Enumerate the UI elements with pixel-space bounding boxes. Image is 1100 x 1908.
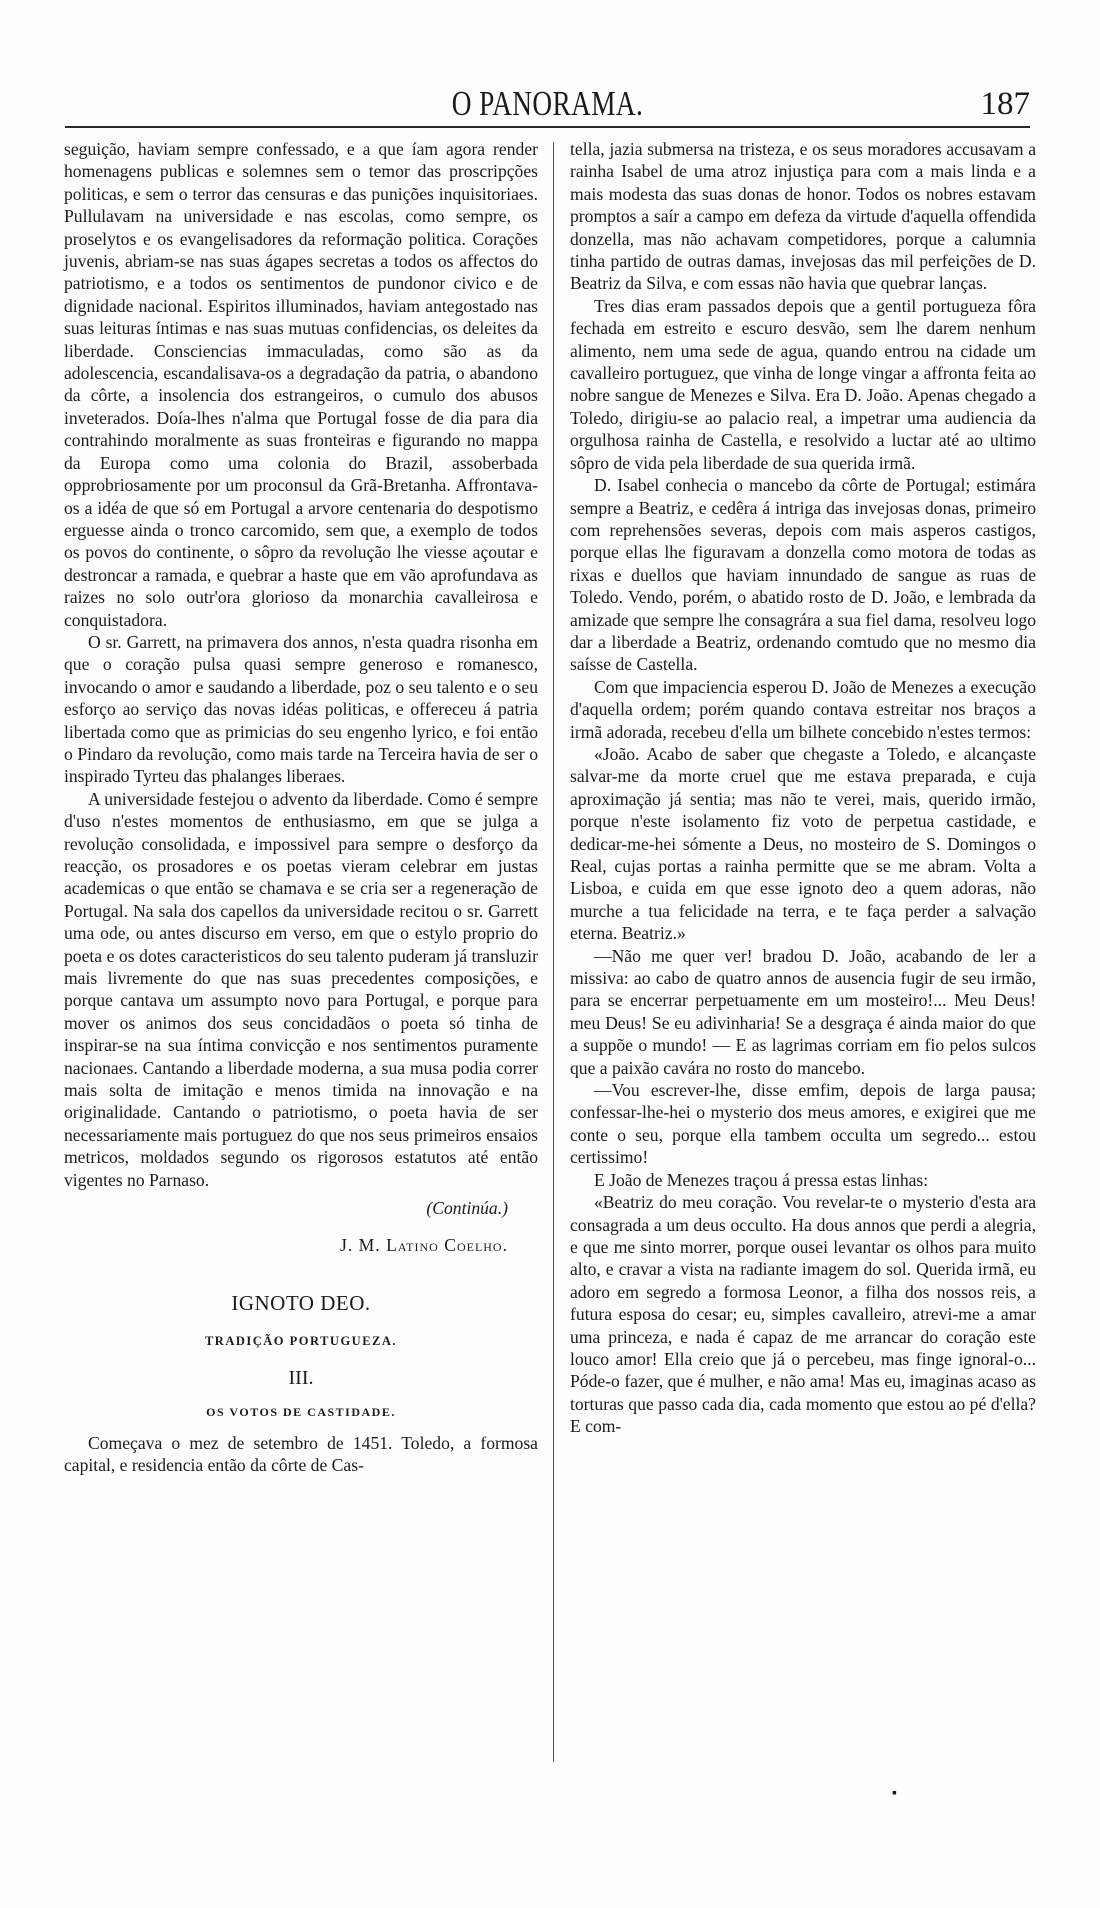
section-subtitle: TRADIÇÃO PORTUGUEZA. [204, 1334, 398, 1349]
column-divider [553, 142, 554, 1762]
paragraph: D. Isabel conhecia o mancebo da côrte de Portugal; estimára sempre a Beatriz, e cedêra á intriga das invejosas donas, primeiro com reprehensões severas, depois com mais asperos castigos, porque ellas lhe figuravam a donzella como motora de todas as rixas e duellos que haviam innundado de sangue as ruas de Toledo. Vendo, porém, o abatido rosto de D. João, e lembrada da amizade que sempre lhe consagrára a sua fiel dama, resolveu logo dar a liberdade a Beatriz, ordenando comtudo que no mesmo dia saísse de Castella. [570, 475, 1036, 675]
continued-note: (Continúa.) [426, 1198, 508, 1219]
paragraph: Tres dias eram passados depois que a gentil portugueza fôra fechada em estreito e escuro desvão, sem lhe darem nenhum alimento, nem uma sede de agua, quando entrou na cidade um cavalleiro portuguez, que vinha de longe vingar a affronta feita ao nobre sangue de Menezes e Silva. Era D. João. Apenas chegado a Toledo, dirigiu-se ao palacio real, a impetrar uma audiencia da orgulhosa rainha de Castella, e resolvido a luctar até ao ultimo sôpro de vida pela liberdade de sua querida irmã. [570, 295, 1036, 473]
paragraph: «Beatriz do meu coração. Vou revelar-te o mysterio d'esta ara consagrada a um deus occulto. Ha dous annos que perdi a alegria, e que me sinto morrer, porque ousei levantar os olhos para muito alto, e cravar a vista na radiante imagem do sol. Querida irmã, eu adoro em segredo a formosa Leonor, a filha dos nossos reis, a futura esposa do cesar; eu, simples cavalleiro, atrevi-me a amar uma princeza, e nada é capaz de me arrancar do coração este louco amor! Ella creio que já o percebeu, mas finge ignoral-o... Póde-o fazer, que é mulher, e não ama! Mas eu, imaginas acaso as torturas que passo cada dia, cada momento que estou ao pé d'ella? E com- [570, 1192, 1036, 1437]
paragraph: seguição, haviam sempre confessado, e a que íam agora render homenagens publicas e solemnes sem o temor das proscripções politicas, e sem o terror das censuras e das punições inquisitoriaes. Pullulavam na universidade e nas escolas, como sempre, os proselytos e os evangelisadores da reformação politica. Corações juvenis, abriam-se nas suas ágapes secretas a todos os affectos do patriotismo, e a todos os sentimentos de pundonor civico e de dignidade nacional. Espiritos illuminados, haviam antegostado nas suas leituras íntimas e nas suas mutuas confidencias, os deleites da liberdade. Consciencias immaculadas, como são as da adolescencia, escandalisava-os a degradação da patria, o abandono da côrte, a insolencia dos estrangeiros, o cumulo dos abusos inveterados. Doía-lhes n'alma que Portugal fosse de dia para dia contrahindo moralmente as suas fronteiras e figurando no mappa da Europa como uma colonia do Brazil, assoberbada opprobriosamente por um proconsul da Grã-Bretanha. Affrontava-os a idéa de que só em Portugal a arvore centenaria do despotismo erguesse ainda o tronco carcomido, sem que, a exemplo de todos os povos do continente, o sôpro da revolução lhe viesse açoutar e destroncar a ramada, e quebrar a haste que em vão aprofundava as raizes no solo outr'ora glorioso da monarchia cavalleirosa e conquistadora. [64, 139, 538, 630]
journal-title: O PANORAMA. [451, 84, 644, 123]
paragraph: A universidade festejou o advento da liberdade. Como é sempre d'uso n'estes momentos de enthusiasmo, em que se julga a revolução consolidada, e impossivel para sempre o desforço da reacção, os prosadores e os poetas vieram celebrar em justas academicas o que então se chamava e se cria ser a regeneração de Portugal. Na sala dos capellos da universidade recitou o sr. Garrett uma ode, ou antes discurso em verso, em que o estylo proprio do poeta e os dotes caracteristicos do seu talento puderam já transluzir mais livremente do que nas suas precedentes composições, e porque cantava um assumpto novo para Portugal, e porque para mover os animos dos seus concidadãos o poeta só tinha de inspirar-se na sua íntima convicção e nos sentimentos puramente nacionaes. Cantando a liberdade moderna, a sua musa podia correr mais solta de imitação e menos timida na innovação e na originalidade. Cantando o patriotismo, o poeta havia de ser necessariamente mais portuguez do que nos seus primeiros ensaios metricos, moldados segundo os rigorosos estatutos até então vigentes no Parnaso. [64, 788, 538, 1190]
header-rule [65, 126, 1030, 128]
bottom-mark: ▪ [892, 1786, 897, 1801]
paragraph: —Vou escrever-lhe, disse emfim, depois de larga pausa; confessar-lhe-hei o mysterio dos meus amores, e exigirei que me conte o seu, porque ella tambem occulta um segredo... estou certissimo! [570, 1080, 1036, 1168]
paragraph: E João de Menezes traçou á pressa estas linhas: [594, 1169, 929, 1190]
right-column [570, 138, 1036, 1438]
page-header [65, 84, 1030, 124]
section-title: IGNOTO DEO. [231, 1290, 371, 1315]
section-heading: OS VOTOS DE CASTIDADE. [206, 1405, 396, 1420]
paragraph: O sr. Garrett, na primavera dos annos, n'esta quadra risonha em que o coração pulsa quasi sempre generoso e romanesco, invocando o amor e saudando a liberdade, poz o seu talento e o seu esforço ao serviço das novas idéas politicas, e offereceu á patria libertada como que as primicias do seu engenho lyrico, e foi então o Pindaro da revolução, como mais tarde na Terceira havia de ser o inspirado Tyrteu das phalanges liberaes. [64, 631, 538, 787]
paragraph: Com que impaciencia esperou D. João de Menezes a execução d'aquella ordem; porém quando contava estreitar nos braços a irmã adorada, recebeu d'ella um bilhete concebido n'estes termos: [570, 676, 1036, 742]
paragraph: «João. Acabo de saber que chegaste a Toledo, e alcançaste salvar-me da morte cruel que me estava preparada, e cuja aproximação já sentia; mas não te verei, mais, querido irmão, porque n'este isolamento fiz voto de perpetua castidade, e dedicar-me-hei sómente a Deus, no mosteiro de S. Domingos o Real, cujas portas a rainha permitte que se me abram. Volta a Lisboa, e cuida em que esse ignoto deo a quem adoras, não murche a tua felicidade na terra, e te faça perder a salvação eterna. Beatriz.» [570, 743, 1036, 944]
paragraph: —Não me quer ver! bradou D. João, acabando de ler a missiva: ao cabo de quatro annos de ausencia fugir de seu irmão, para se encerrar perpetuamente em um mosteiro!... Meu Deus! meu Deus! Se eu adivinharia! Se a desgraça é ainda maior do que a suppõe o mundo! — E as lagrimas corriam em fio pelos sulcos que a paixão cavára no rosto do mancebo. [570, 945, 1036, 1078]
paragraph: Começava o mez de setembro de 1451. Toledo, a formosa capital, e residencia então da côrte de Cas- [64, 1432, 538, 1475]
left-column [64, 138, 538, 1476]
paragraph: tella, jazia submersa na tristeza, e os seus moradores accusavam a rainha Isabel de uma atroz injustiça para com a mais linda e a mais modesta das suas donas de honor. Todos os nobres estavam promptos a saír a campo em defeza da virtude d'aquella offendida donzella, mas não achavam competidores, porque a calumnia tinha partido de outras damas, invejosas das mil perfeições de D. Beatriz da Silva, e com essas não havia que quebrar lanças. [570, 139, 1036, 294]
author-signature: J. M. Latino Coelho. [339, 1234, 508, 1255]
section-number: III. [288, 1366, 314, 1389]
page-number: 187 [980, 86, 1030, 122]
